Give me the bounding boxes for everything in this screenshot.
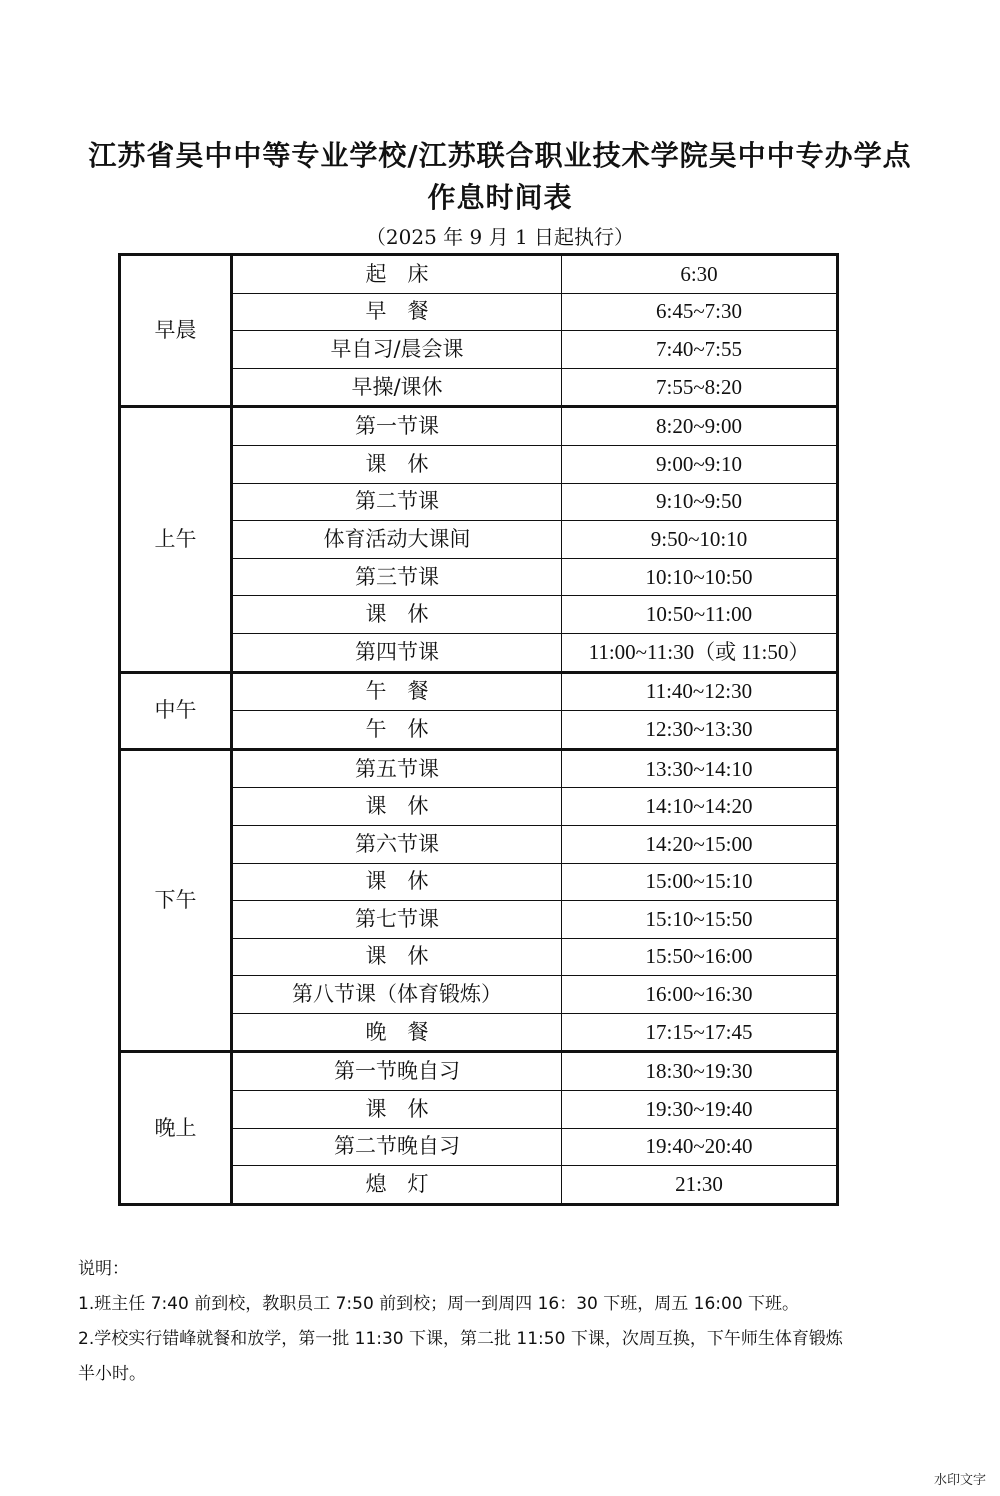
effective-date: （2025 年 9 月 1 日起执行） [365,225,635,249]
time-cell: 19:40~20:40 [562,1128,838,1166]
activity-cell: 午 餐 [232,672,562,711]
table-row [120,1052,838,1091]
activity-cell: 第八节课（体育锻炼） [232,976,562,1014]
activity-cell: 课 休 [232,1091,562,1129]
activity-cell: 晚 餐 [232,1013,562,1052]
time-cell: 9:10~9:50 [562,483,838,521]
time-cell: 10:50~11:00 [562,596,838,634]
activity-cell: 第七节课 [232,901,562,939]
activity-cell: 起 床 [232,255,562,294]
activity-cell: 第三节课 [232,558,562,596]
activity-cell: 课 休 [232,863,562,901]
time-cell: 19:30~19:40 [562,1091,838,1129]
time-cell: 9:50~10:10 [562,521,838,559]
time-cell: 6:45~7:30 [562,293,838,331]
notes-line-3: 半小时。 [78,1364,146,1384]
activity-cell: 午 休 [232,711,562,750]
time-cell: 6:30 [562,255,838,294]
time-cell: 15:50~16:00 [562,938,838,976]
time-cell: 15:00~15:10 [562,863,838,901]
time-cell: 14:20~15:00 [562,825,838,863]
activity-cell: 早自习/晨会课 [232,331,562,369]
time-cell: 21:30 [562,1166,838,1205]
activity-cell: 第二节课 [232,483,562,521]
time-cell: 16:00~16:30 [562,976,838,1014]
time-cell: 12:30~13:30 [562,711,838,750]
activity-cell: 第二节晚自习 [232,1128,562,1166]
activity-cell: 课 休 [232,788,562,826]
period-cell: 上午 [120,407,232,672]
time-cell: 8:20~9:00 [562,407,838,446]
time-cell: 10:10~10:50 [562,558,838,596]
table-row [120,672,838,711]
schedule-body [120,255,838,1205]
time-cell: 9:00~9:10 [562,445,838,483]
activity-cell: 第六节课 [232,825,562,863]
document-subtitle: 作息时间表 [427,181,573,214]
table-row [120,255,838,294]
time-cell: 14:10~14:20 [562,788,838,826]
activity-cell: 早 餐 [232,293,562,331]
activity-cell: 第一节晚自习 [232,1052,562,1091]
table-row [120,407,838,446]
watermark-text: 水印文字 [933,1473,986,1488]
activity-cell: 课 休 [232,596,562,634]
activity-cell: 熄 灯 [232,1166,562,1205]
time-cell: 18:30~19:30 [562,1052,838,1091]
activity-cell: 第五节课 [232,749,562,788]
activity-cell: 课 休 [232,445,562,483]
notes-line-1: 1.班主任 7:40 前到校，教职员工 7:50 前到校；周一到周四 16：30 下班，周五 16:00 下班。 [78,1294,800,1314]
time-cell: 17:15~17:45 [562,1013,838,1052]
period-cell: 晚上 [120,1052,232,1204]
activity-cell: 早操/课休 [232,368,562,407]
period-cell: 下午 [120,749,232,1052]
period-cell: 早晨 [120,255,232,407]
activity-cell: 第一节课 [232,407,562,446]
time-cell: 11:40~12:30 [562,672,838,711]
activity-cell: 第四节课 [232,633,562,672]
document-title: 江苏省吴中中等专业学校/江苏联合职业技术学院吴中中专办学点 [88,139,912,172]
time-cell: 7:55~8:20 [562,368,838,407]
notes-section [78,1252,918,1392]
period-cell: 中午 [120,672,232,749]
time-cell: 11:00~11:30（或 11:50） [562,633,838,672]
schedule-table [118,253,839,1206]
activity-cell: 体育活动大课间 [232,521,562,559]
time-cell: 13:30~14:10 [562,749,838,788]
time-cell: 15:10~15:50 [562,901,838,939]
table-row [120,749,838,788]
notes-heading: 说明： [78,1259,129,1279]
time-cell: 7:40~7:55 [562,331,838,369]
activity-cell: 课 休 [232,938,562,976]
notes-line-2: 2.学校实行错峰就餐和放学，第一批 11:30 下课，第二批 11:50 下课，次周互换，下午师生体育锻炼 [78,1329,843,1349]
